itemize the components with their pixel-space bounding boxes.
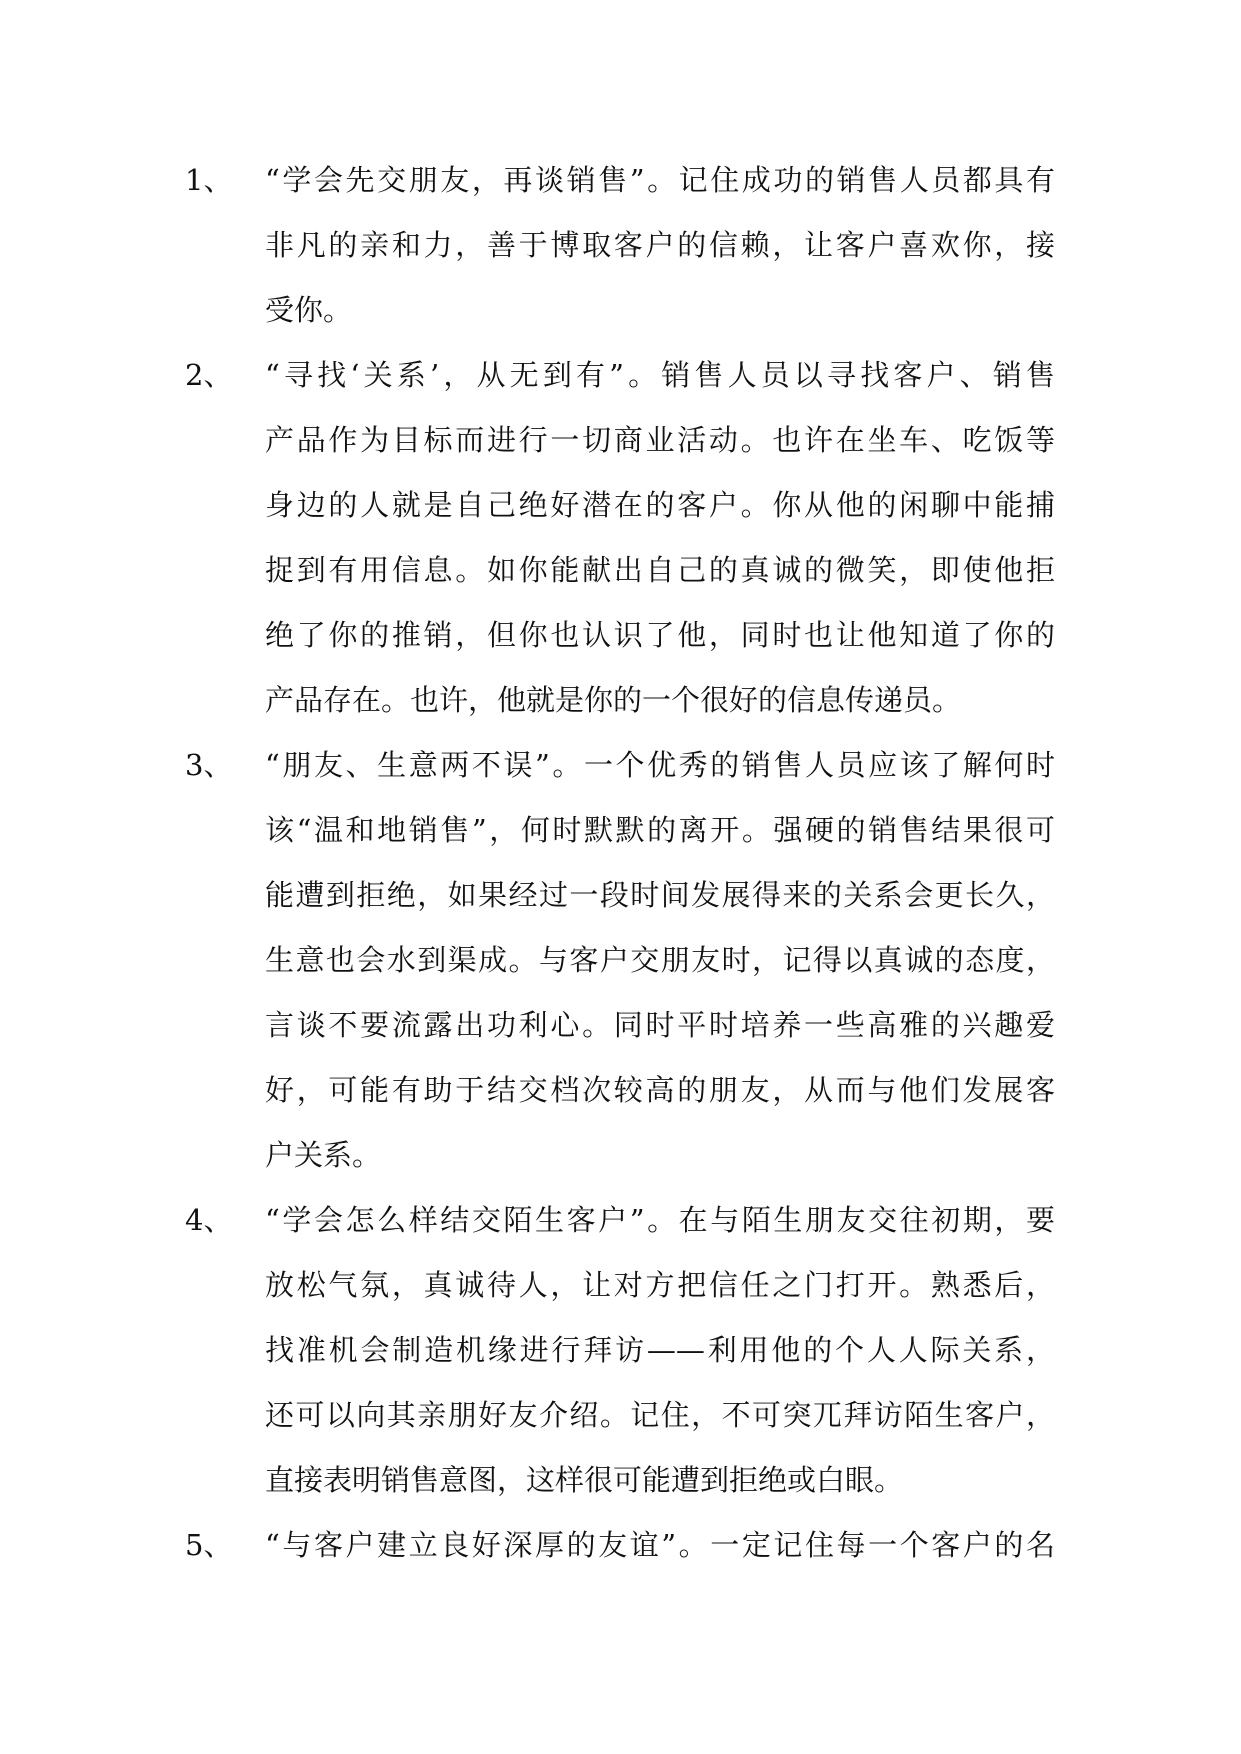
text-line: “朋友、生意两不误”。一个优秀的销售人员应该了解何时: [265, 748, 1055, 782]
item-text: [265, 343, 1055, 733]
item-number: 1、: [185, 163, 233, 197]
item-text: [265, 148, 1055, 343]
item-number: 4、: [185, 1203, 233, 1237]
list-item: [185, 733, 1055, 1188]
item-number: 3、: [185, 748, 233, 782]
text-line: 产品存在。也许，他就是你的一个很好的信息传递员。: [265, 683, 962, 717]
list-item: [185, 1513, 1055, 1578]
numbered-list: [185, 148, 1055, 1578]
text-line: 产品作为目标而进行一切商业活动。也许在坐车、吃饭等: [265, 423, 1055, 457]
text-line: “学会先交朋友，再谈销售”。记住成功的销售人员都具有: [265, 163, 1055, 197]
text-line: 找准机会制造机缘进行拜访——利用他的个人人际关系，: [265, 1333, 1055, 1367]
text-line: 受你。: [265, 293, 353, 327]
text-line: 生意也会水到渠成。与客户交朋友时，记得以真诚的态度，: [265, 943, 1055, 977]
text-line: 该“温和地销售”，何时默默的离开。强硬的销售结果很可: [265, 813, 1055, 847]
text-line: 言谈不要流露出功利心。同时平时培养一些高雅的兴趣爱: [265, 1008, 1055, 1042]
item-text: [265, 1188, 1055, 1513]
list-item: [185, 343, 1055, 733]
text-line: “学会怎么样结交陌生客户”。在与陌生朋友交往初期，要: [265, 1203, 1055, 1237]
text-line: 好，可能有助于结交档次较高的朋友，从而与他们发展客: [265, 1073, 1055, 1107]
text-line: 户关系。: [265, 1138, 382, 1172]
text-line: 直接表明销售意图，这样很可能遭到拒绝或白眼。: [265, 1463, 904, 1497]
text-line: 身边的人就是自己绝好潜在的客户。你从他的闲聊中能捕: [265, 488, 1055, 522]
text-line: 非凡的亲和力，善于博取客户的信赖，让客户喜欢你，接: [265, 228, 1055, 262]
text-line: 捉到有用信息。如你能献出自己的真诚的微笑，即使他拒: [265, 553, 1055, 587]
text-line: 放松气氛，真诚待人，让对方把信任之门打开。熟悉后，: [265, 1268, 1055, 1302]
text-line: 能遭到拒绝，如果经过一段时间发展得来的关系会更长久，: [265, 878, 1055, 912]
item-number: 2、: [185, 358, 233, 392]
item-number: 5、: [185, 1528, 233, 1562]
text-line: “寻找‘关系’，从无到有”。销售人员以寻找客户、销售: [265, 358, 1055, 392]
list-item: [185, 1188, 1055, 1513]
list-item: [185, 148, 1055, 343]
item-text: [265, 1513, 1055, 1578]
item-text: [265, 733, 1055, 1188]
text-line: 还可以向其亲朋好友介绍。记住，不可突兀拜访陌生客户，: [265, 1398, 1055, 1432]
text-line: 绝了你的推销，但你也认识了他，同时也让他知道了你的: [265, 618, 1055, 652]
text-line: “与客户建立良好深厚的友谊”。一定记住每一个客户的名: [265, 1528, 1055, 1562]
